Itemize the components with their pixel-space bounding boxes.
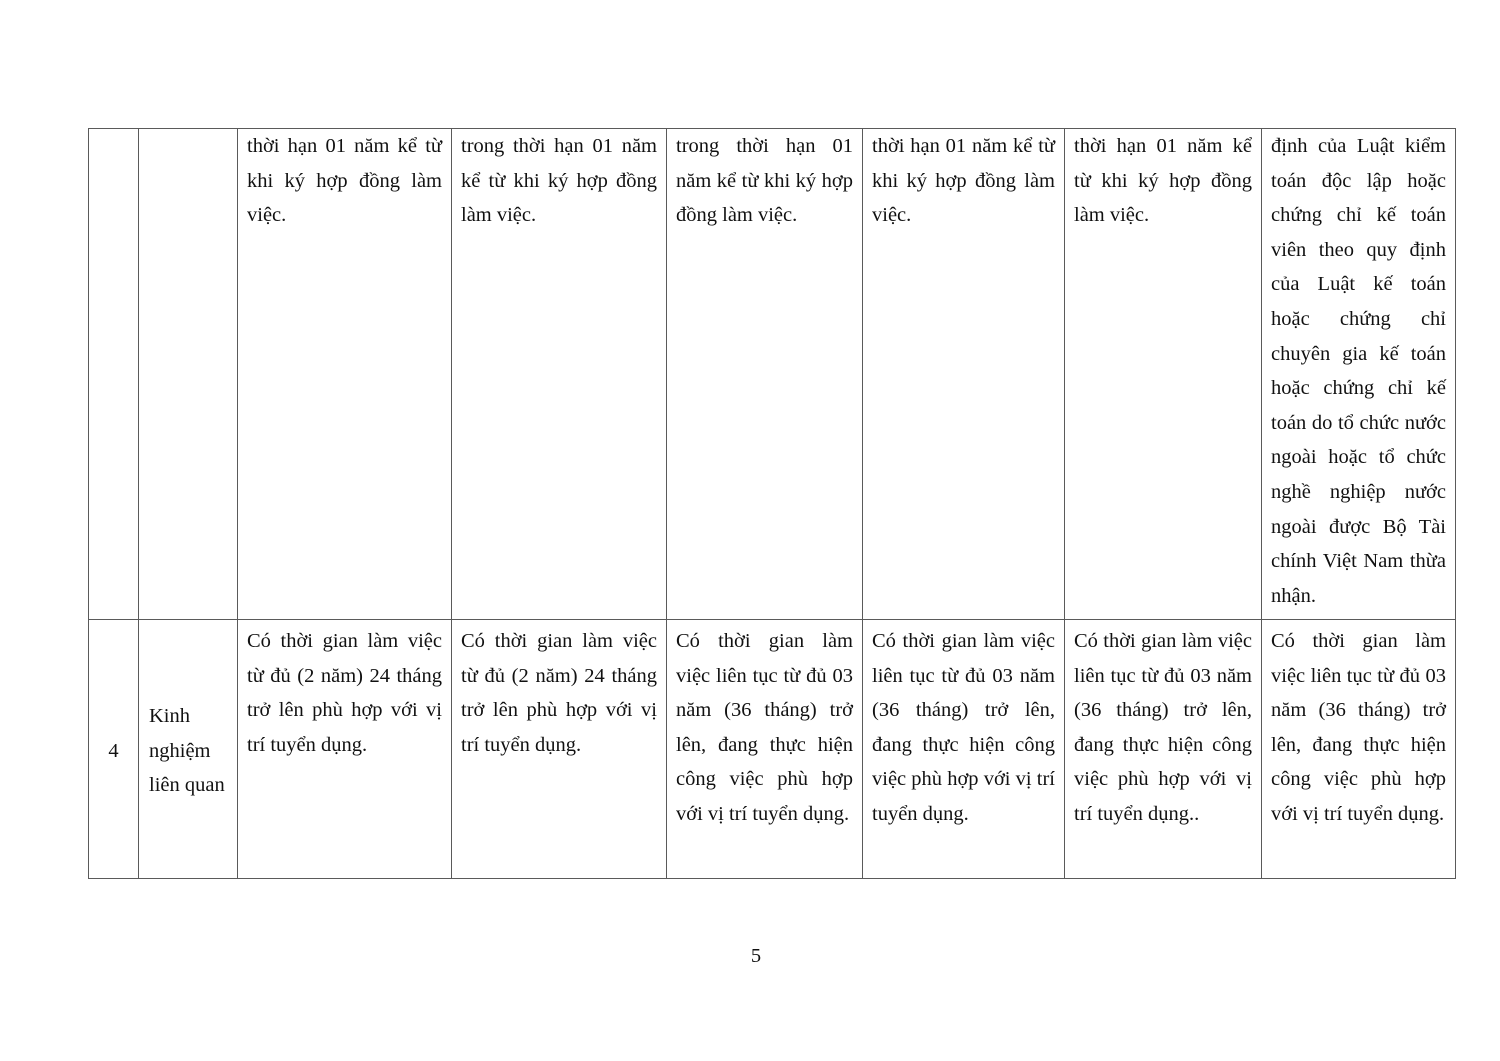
table-cell: thời hạn 01 năm kể từ khi ký hợp đồng làm việc. (1065, 129, 1262, 620)
table-cell: định của Luật kiểm toán độc lập hoặc chứng chỉ kế toán viên theo quy định của Luật kế toán hoặc chứng chỉ chuyên gia kế toán hoặc chứng chỉ kế toán do tổ chức nước ngoài hoặc tổ chức nghề nghiệp nước ngoài được Bộ Tài chính Việt Nam thừa nhận. (1262, 129, 1456, 620)
table-cell: Có thời gian làm việc liên tục từ đủ 03 năm (36 tháng) trở lên, đang thực hiện công việc phù hợp với vị trí tuyển dụng. (1262, 620, 1456, 879)
page-number: 5 (750, 945, 762, 967)
table-cell: Có thời gian làm việc liên tục từ đủ 03 năm (36 tháng) trở lên, đang thực hiện công việc phù hợp với vị trí tuyển dụng. (667, 620, 863, 879)
table-cell: Có thời gian làm việc liên tục từ đủ 03 năm (36 tháng) trở lên, đang thực hiện công việc phù hợp với vị trí tuyển dụng.. (1065, 620, 1262, 879)
table-row (89, 129, 1456, 620)
table-row (89, 620, 1456, 879)
table-cell: thời hạn 01 năm kể từ khi ký hợp đồng làm việc. (238, 129, 452, 620)
requirements-table (88, 128, 1456, 879)
table-cell: thời hạn 01 năm kể từ khi ký hợp đồng làm việc. (863, 129, 1065, 620)
row-number-cell (89, 129, 139, 620)
criterion-cell: Kinh nghiệm liên quan (139, 620, 238, 879)
table-cell: Có thời gian làm việc từ đủ (2 năm) 24 tháng trở lên phù hợp với vị trí tuyển dụng. (238, 620, 452, 879)
table-cell: Có thời gian làm việc từ đủ (2 năm) 24 tháng trở lên phù hợp với vị trí tuyển dụng. (452, 620, 667, 879)
row-number-cell: 4 (89, 620, 139, 879)
table-cell: Có thời gian làm việc liên tục từ đủ 03 năm (36 tháng) trở lên, đang thực hiện công việc phù hợp với vị trí tuyển dụng. (863, 620, 1065, 879)
table-cell: trong thời hạn 01 năm kể từ khi ký hợp đồng làm việc. (667, 129, 863, 620)
criterion-cell (139, 129, 238, 620)
table-cell: trong thời hạn 01 năm kể từ khi ký hợp đồng làm việc. (452, 129, 667, 620)
